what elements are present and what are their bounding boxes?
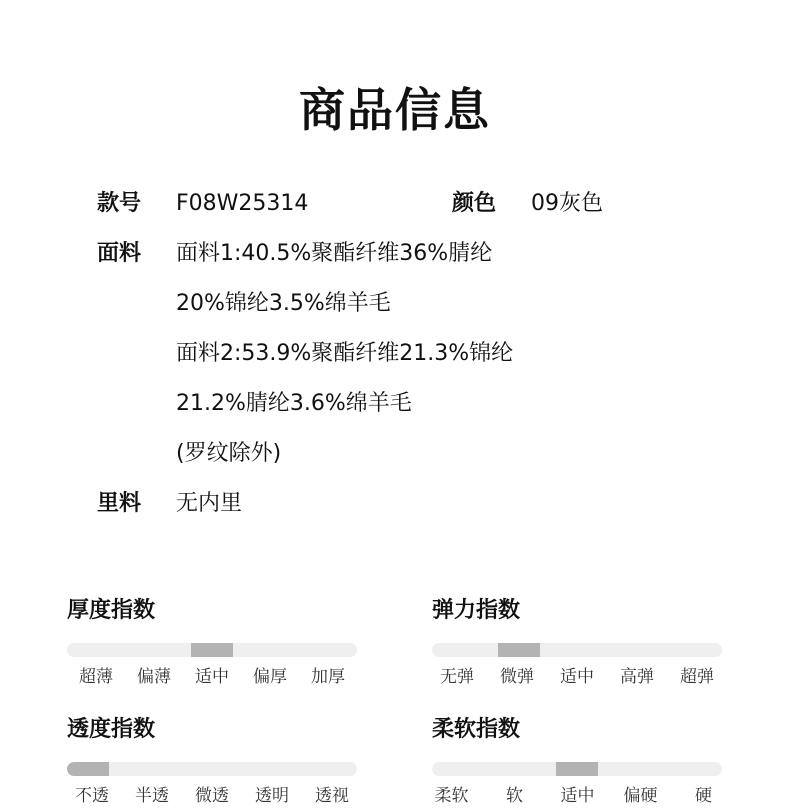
softness-option-label: 偏硬	[623, 786, 658, 806]
color-value: 09灰色	[531, 191, 603, 216]
thickness-title: 厚度指数	[67, 598, 156, 623]
thickness-option-label: 适中	[195, 667, 229, 687]
softness-option-label: 适中	[560, 786, 595, 806]
info-row-fabric-5	[0, 439, 790, 469]
style-label: 款号	[97, 191, 142, 216]
info-row-fabric	[0, 239, 790, 269]
page-title: 商品信息	[299, 83, 491, 137]
style-value: F08W25314	[176, 191, 309, 216]
softness-scale-bar	[432, 762, 722, 776]
thickness-option-label: 偏厚	[253, 667, 287, 687]
fabric-line: 21.2%腈纶3.6%绵羊毛	[176, 391, 412, 416]
info-row-fabric-3	[0, 339, 790, 369]
softness-selected-segment	[556, 762, 598, 776]
elasticity-option-label: 高弹	[620, 667, 654, 687]
transparency-option-label: 透明	[255, 786, 289, 806]
transparency-scale-bar	[67, 762, 357, 776]
lining-label: 里料	[97, 491, 142, 516]
transparency-selected-segment	[67, 762, 109, 776]
transparency-option-label: 透视	[315, 786, 349, 806]
lining-value: 无内里	[176, 491, 243, 516]
softness-option-label: 柔软	[434, 786, 469, 806]
elasticity-selected-segment	[498, 643, 540, 657]
softness-scale-labels	[420, 785, 735, 807]
transparency-option-label: 不透	[75, 786, 109, 806]
elasticity-option-label: 超弹	[680, 667, 714, 687]
softness-title: 柔软指数	[432, 717, 521, 742]
elasticity-option-label: 微弹	[500, 667, 534, 687]
thickness-scale-bar	[67, 643, 357, 657]
color-label: 颜色	[452, 191, 497, 216]
transparency-option-label: 半透	[135, 786, 169, 806]
thickness-option-label: 超薄	[79, 667, 113, 687]
elasticity-scale-bar	[432, 643, 722, 657]
info-row-style	[0, 189, 790, 219]
transparency-title: 透度指数	[67, 717, 156, 742]
info-row-fabric-2	[0, 289, 790, 319]
thickness-selected-segment	[191, 643, 233, 657]
fabric-line: 面料1:40.5%聚酯纤维36%腈纶	[176, 241, 493, 266]
thickness-option-label: 偏薄	[137, 667, 171, 687]
transparency-scale-labels	[62, 785, 362, 807]
softness-option-label: 软	[506, 786, 523, 806]
fabric-line: 20%锦纶3.5%绵羊毛	[176, 291, 391, 316]
fabric-label: 面料	[97, 241, 142, 266]
fabric-line: 面料2:53.9%聚酯纤维21.3%锦纶	[176, 341, 514, 366]
info-row-fabric-4	[0, 389, 790, 419]
thickness-option-label: 加厚	[311, 667, 345, 687]
elasticity-scale-labels	[427, 666, 727, 688]
elasticity-option-label: 无弹	[440, 667, 474, 687]
fabric-line: (罗纹除外)	[176, 441, 282, 466]
elasticity-title: 弹力指数	[432, 598, 521, 623]
thickness-scale-labels	[67, 666, 357, 688]
elasticity-option-label: 适中	[560, 667, 594, 687]
info-row-lining	[0, 489, 790, 519]
softness-option-label: 硬	[695, 786, 712, 806]
transparency-option-label: 微透	[195, 786, 229, 806]
